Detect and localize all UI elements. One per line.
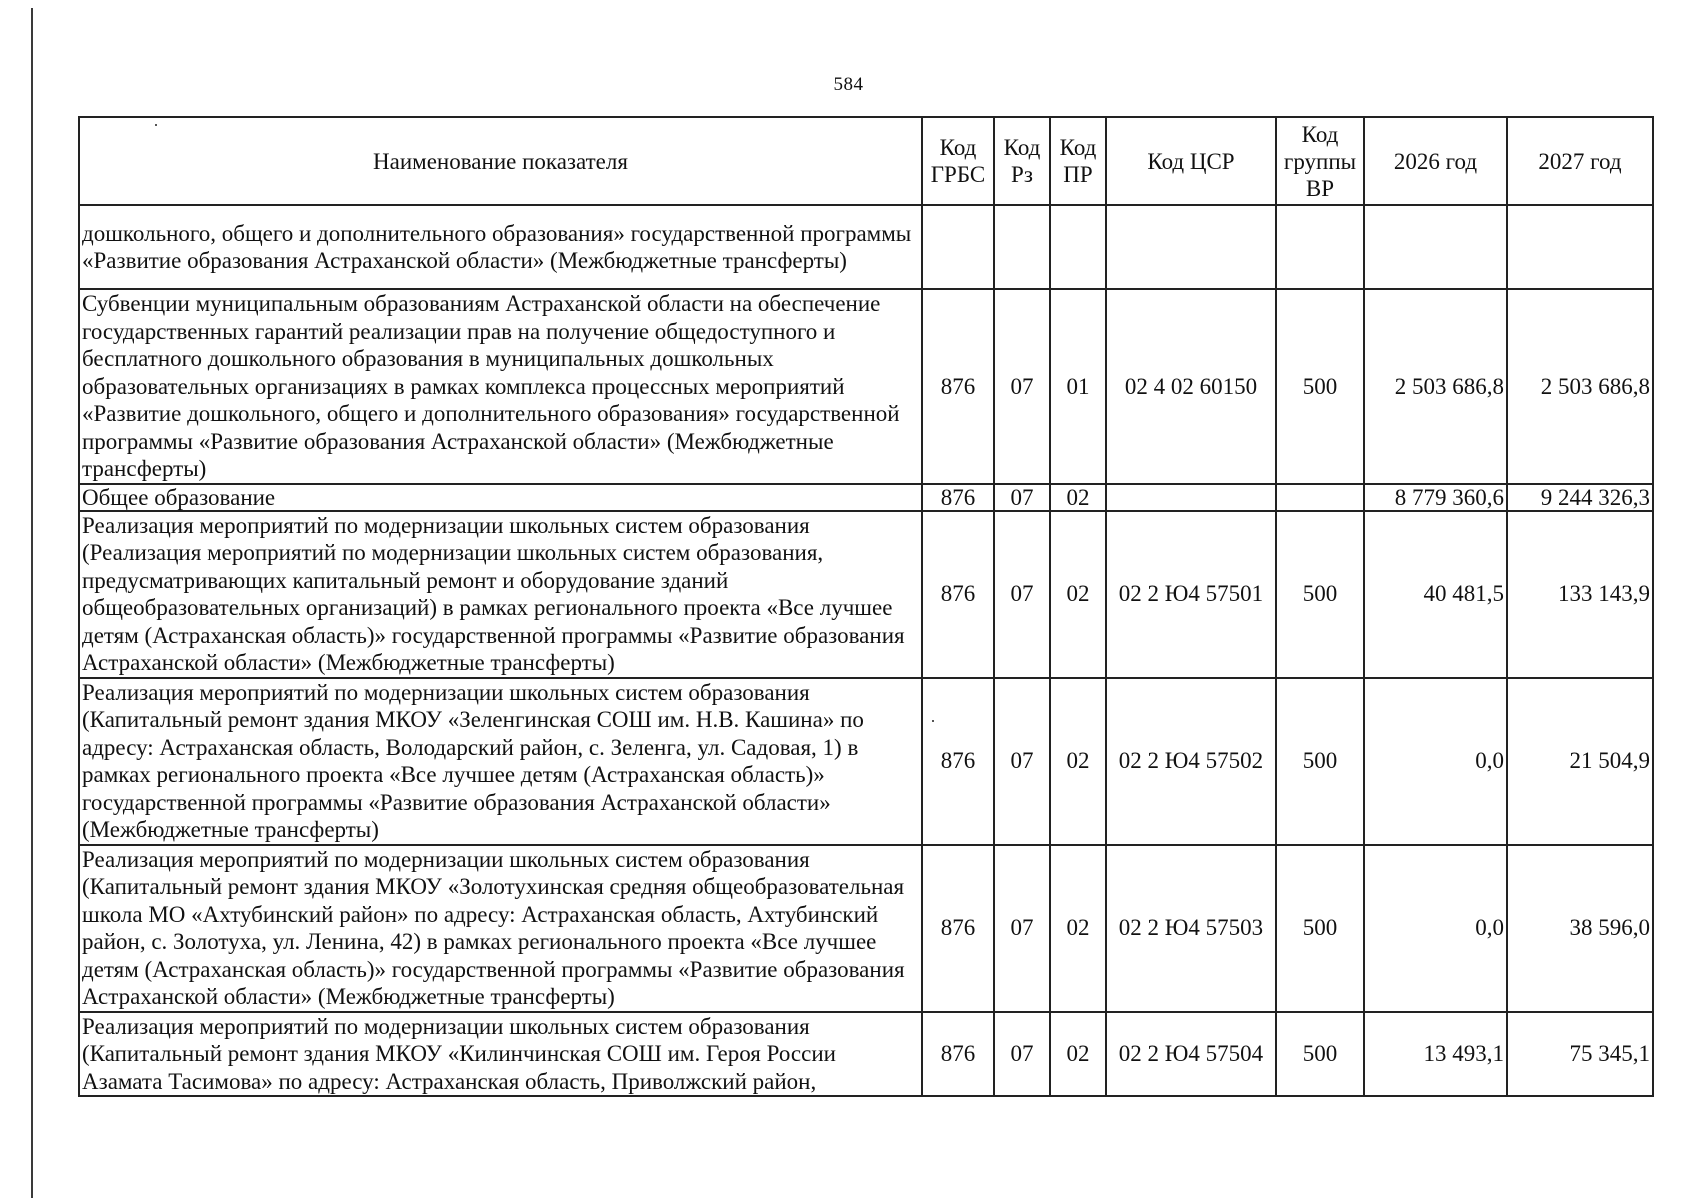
table-row	[79, 205, 1653, 289]
cell-name: Реализация мероприятий по модернизации школьных систем образования (Капитальный ремонт здания МКОУ «Золотухинская средняя общеобразовательная школа МО «Ахтубинский район» по адресу: Астраханская область, Ахтубинский район, с. Золотуха, ул. Ленина, 42) в рамках регионального проекта «Все лучшее детям (Астраханская область)» государственной программы «Развитие образования Астраханской области» (Межбюджетные трансферты)	[79, 845, 922, 1012]
table-row	[79, 289, 1653, 484]
cell-rz: 07	[994, 484, 1050, 511]
cell-vr	[1276, 484, 1364, 511]
cell-2026: 13 493,1	[1364, 1012, 1507, 1097]
cell-vr: 500	[1276, 511, 1364, 678]
cell-pr: 02	[1050, 1012, 1106, 1097]
cell-2026: 8 779 360,6	[1364, 484, 1507, 511]
header-grbs: Код ГРБС	[922, 117, 994, 205]
cell-csr: 02 2 Ю4 57503	[1106, 845, 1276, 1012]
cell-csr	[1106, 205, 1276, 289]
cell-2027: 2 503 686,8	[1507, 289, 1653, 484]
cell-pr: 02	[1050, 484, 1106, 511]
budget-table	[78, 116, 1654, 1097]
header-vr: Код группы ВР	[1276, 117, 1364, 205]
cell-csr	[1106, 484, 1276, 511]
cell-2027	[1507, 205, 1653, 289]
cell-grbs: 876	[922, 511, 994, 678]
cell-name: Реализация мероприятий по модернизации школьных систем образования (Капитальный ремонт здания МКОУ «Зеленгинская СОШ им. Н.В. Кашина» по адресу: Астраханская область, Володарский район, с. Зеленга, ул. Садовая, 1) в рамках регионального проекта «Все лучшее детям (Астраханская область)» государственной программы «Развитие образования Астраханской области» (Межбюджетные трансферты)	[79, 678, 922, 845]
cell-2026	[1364, 205, 1507, 289]
cell-vr: 500	[1276, 1012, 1364, 1097]
cell-csr: 02 2 Ю4 57504	[1106, 1012, 1276, 1097]
cell-pr	[1050, 205, 1106, 289]
cell-2026: 0,0	[1364, 845, 1507, 1012]
cell-2026: 40 481,5	[1364, 511, 1507, 678]
scan-edge-line	[31, 8, 33, 1198]
cell-pr: 02	[1050, 511, 1106, 678]
cell-pr: 02	[1050, 678, 1106, 845]
cell-name: Реализация мероприятий по модернизации школьных систем образования (Реализация мероприятий по модернизации школьных систем образования, предусматривающих капитальный ремонт и оборудование зданий общеобразовательных организаций) в рамках регионального проекта «Все лучшее детям (Астраханская область)» государственной программы «Развитие образования Астраханской области» (Межбюджетные трансферты)	[79, 511, 922, 678]
cell-grbs: 876	[922, 678, 994, 845]
cell-2027: 9 244 326,3	[1507, 484, 1653, 511]
header-rz: Код Рз	[994, 117, 1050, 205]
cell-name: Реализация мероприятий по модернизации школьных систем образования (Капитальный ремонт здания МКОУ «Килинчинская СОШ им. Героя России Азамата Тасимова» по адресу: Астраханская область, Приволжский район,	[79, 1012, 922, 1097]
cell-rz: 07	[994, 1012, 1050, 1097]
cell-vr	[1276, 205, 1364, 289]
table-row-section	[79, 484, 1653, 511]
table-row	[79, 1012, 1653, 1097]
cell-name: дошкольного, общего и дополнительного образования» государственной программы «Развитие образования Астраханской области» (Межбюджетные трансферты)	[79, 205, 922, 289]
table-row	[79, 678, 1653, 845]
header-pr: Код ПР	[1050, 117, 1106, 205]
cell-vr: 500	[1276, 678, 1364, 845]
cell-csr: 02 4 02 60150	[1106, 289, 1276, 484]
table-row	[79, 845, 1653, 1012]
cell-2027: 21 504,9	[1507, 678, 1653, 845]
header-2027: 2027 год	[1507, 117, 1653, 205]
cell-2027: 38 596,0	[1507, 845, 1653, 1012]
cell-grbs: 876	[922, 1012, 994, 1097]
cell-rz: 07	[994, 845, 1050, 1012]
cell-vr: 500	[1276, 845, 1364, 1012]
cell-rz	[994, 205, 1050, 289]
cell-grbs: 876	[922, 845, 994, 1012]
table-row	[79, 511, 1653, 678]
header-2026: 2026 год	[1364, 117, 1507, 205]
cell-pr: 01	[1050, 289, 1106, 484]
header-name: Наименование показателя	[79, 117, 922, 205]
cell-rz: 07	[994, 289, 1050, 484]
cell-pr: 02	[1050, 845, 1106, 1012]
cell-csr: 02 2 Ю4 57501	[1106, 511, 1276, 678]
cell-grbs: 876	[922, 484, 994, 511]
cell-rz: 07	[994, 678, 1050, 845]
cell-csr: 02 2 Ю4 57502	[1106, 678, 1276, 845]
cell-2027: 75 345,1	[1507, 1012, 1653, 1097]
cell-name: Общее образование	[79, 484, 922, 511]
header-csr: Код ЦСР	[1106, 117, 1276, 205]
table-header-row	[79, 117, 1653, 205]
cell-2027: 133 143,9	[1507, 511, 1653, 678]
cell-2026: 0,0	[1364, 678, 1507, 845]
page-number: 584	[833, 74, 864, 95]
cell-rz: 07	[994, 511, 1050, 678]
cell-2026: 2 503 686,8	[1364, 289, 1507, 484]
cell-name: Субвенции муниципальным образованиям Астраханской области на обеспечение государственных гарантий реализации прав на получение общедоступного и бесплатного дошкольного образования в муниципальных дошкольных образовательных организациях в рамках комплекса процессных мероприятий «Развитие дошкольного, общего и дополнительного образования» государственной программы «Развитие образования Астраханской области» (Межбюджетные трансферты)	[79, 289, 922, 484]
cell-vr: 500	[1276, 289, 1364, 484]
cell-grbs: 876	[922, 289, 994, 484]
cell-grbs	[922, 205, 994, 289]
